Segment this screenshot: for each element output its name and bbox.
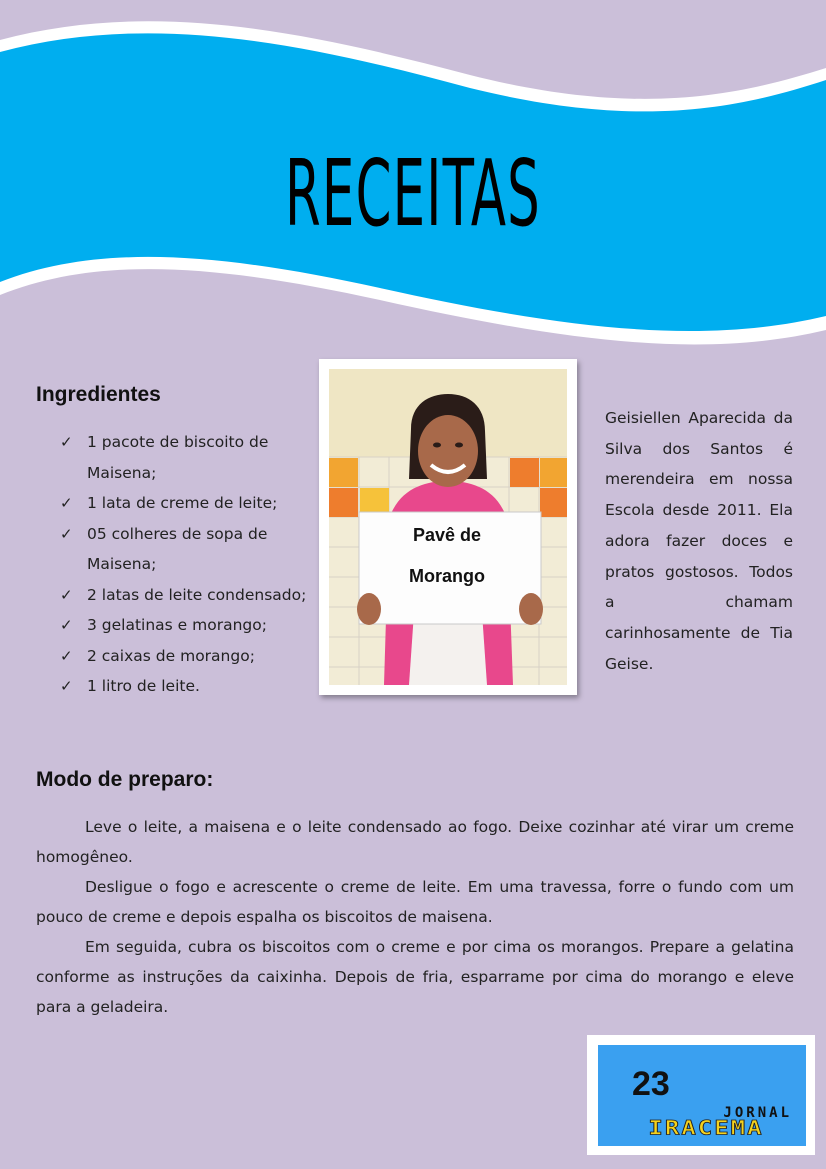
journal-logo	[587, 1035, 815, 1155]
ingredient-text: 3 gelatinas e morango;	[87, 616, 267, 634]
preparation-text	[36, 812, 794, 1022]
ingredient-text: 05 colheres de sopa de Maisena;	[87, 524, 268, 573]
logo-iracema-text: IRACEMA	[648, 1117, 764, 1140]
preparation-paragraph: Leve o leite, a maisena e o leite condensado ao fogo. Deixe cozinhar até virar um creme homogêneo.	[36, 818, 794, 866]
checkmark-icon: ✓	[60, 433, 73, 451]
list-item	[60, 610, 322, 641]
checkmark-icon: ✓	[60, 616, 73, 634]
checkmark-icon: ✓	[60, 494, 73, 512]
ingredient-text: 1 litro de leite.	[87, 677, 200, 695]
checkmark-icon: ✓	[60, 677, 73, 695]
list-item	[60, 641, 322, 672]
checkmark-icon: ✓	[60, 585, 73, 604]
page-title: RECEITAS	[285, 140, 541, 247]
list-item	[60, 519, 322, 580]
list-item	[60, 671, 322, 702]
sign-text-line1: Pavê de	[412, 525, 482, 545]
ingredient-text: 2 caixas de morango;	[87, 646, 255, 665]
cook-bio: Geisiellen Aparecida da Silva dos Santos é merendeira em nossa Escola desde 2011. Ela adora fazer doces e pratos gostosos. Todos a chamam carinhosamente de Tia Geise.	[605, 409, 793, 673]
list-item	[60, 427, 322, 488]
checkmark-icon: ✓	[60, 524, 73, 543]
ingredients-heading: Ingredientes	[36, 383, 161, 406]
logo-jornal-text: JORNAL	[723, 1105, 792, 1121]
logo-panel	[598, 1045, 806, 1146]
preparation-paragraph: Desligue o fogo e acrescente o creme de leite. Em uma travessa, forre o fundo com um pouco de creme e depois espalha os biscoitos de maisena.	[36, 878, 794, 926]
list-item	[60, 488, 322, 519]
ingredient-text: 2 latas de leite condensado;	[87, 585, 307, 604]
preparation-paragraph: Em seguida, cubra os biscoitos com o creme e por cima os morangos. Prepare a gelatina conforme as instruções da caixinha. Depois de fria, esparrame por cima do morango e eleve para a geladeira.	[36, 938, 794, 1016]
sign-text-line2: Morango	[409, 566, 485, 586]
list-item	[60, 580, 322, 611]
ingredient-text: 1 lata de creme de leite;	[87, 494, 278, 512]
ingredients-list	[60, 427, 322, 702]
ingredient-text: 1 pacote de biscoito de Maisena;	[87, 433, 269, 482]
page-number: 23	[632, 1065, 670, 1103]
checkmark-icon: ✓	[60, 646, 73, 665]
preparation-heading: Modo de preparo:	[36, 768, 214, 791]
